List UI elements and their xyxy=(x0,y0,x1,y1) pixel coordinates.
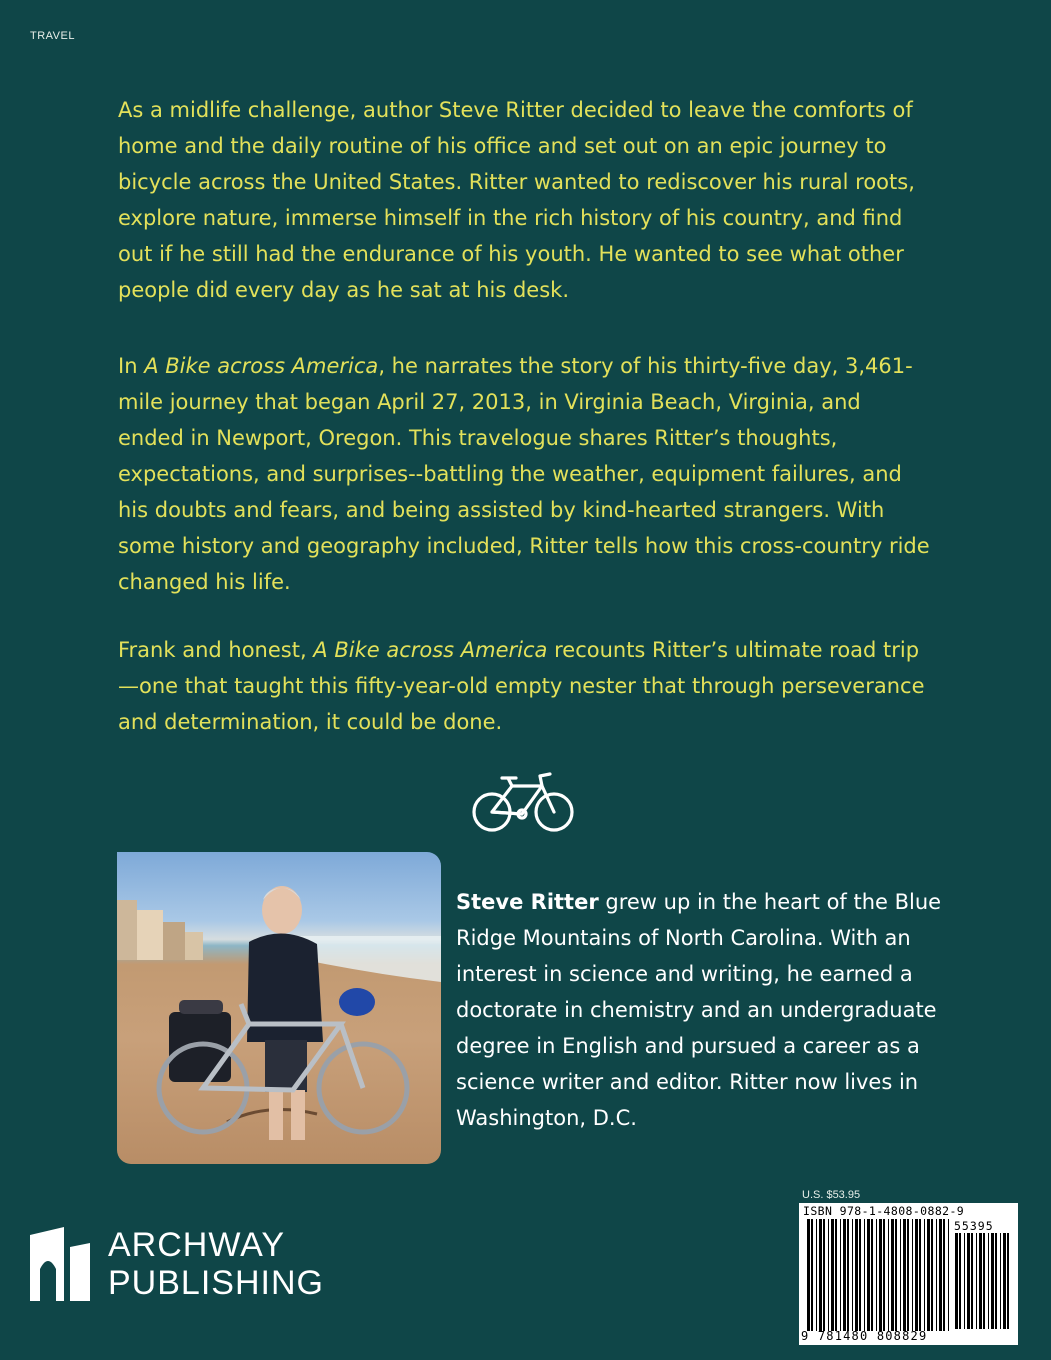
barcode-bar xyxy=(967,1233,970,1329)
barcode-bar xyxy=(912,1219,913,1331)
barcode-bar xyxy=(1003,1233,1006,1329)
barcode-bar xyxy=(988,1233,989,1329)
barcode-bar xyxy=(852,1219,853,1331)
barcode-bar xyxy=(955,1233,958,1329)
author-photo-illustration xyxy=(117,852,441,1164)
archway-logo-icon xyxy=(30,1227,90,1301)
author-photo xyxy=(117,852,441,1164)
barcode-bar xyxy=(888,1219,889,1331)
barcode-bar xyxy=(907,1219,909,1331)
barcode-bar xyxy=(959,1233,961,1329)
publisher-logo xyxy=(30,1224,350,1304)
barcode-bar xyxy=(864,1219,865,1331)
barcode-bar xyxy=(903,1219,906,1331)
author-bio-text: grew up in the heart of the Blue Ridge Mountains of North Carolina. With an interest in science and writing, he earned a doctorate in chemistry and an undergraduate degree in English and pursued a career as a science writer and editor. Ritter now lives in Washington, D.C. xyxy=(456,890,942,1130)
barcode-bar xyxy=(931,1219,933,1331)
barcode-bar xyxy=(948,1219,949,1331)
barcode-bar xyxy=(883,1219,885,1331)
barcode-bar xyxy=(879,1219,882,1331)
barcode-bar xyxy=(976,1233,977,1329)
book-title: A Bike across America xyxy=(144,354,379,378)
barcode-bar xyxy=(995,1233,997,1329)
barcode-bar xyxy=(847,1219,849,1331)
ean-barcode-bars xyxy=(807,1219,952,1331)
barcode-bar xyxy=(991,1233,994,1329)
barcode-bar xyxy=(867,1219,870,1331)
barcode-bar xyxy=(855,1219,858,1331)
barcode-bar xyxy=(919,1219,921,1331)
publisher-name-line2: PUBLISHING xyxy=(108,1264,324,1302)
barcode-bar xyxy=(816,1219,817,1331)
blurb-paragraph-2 xyxy=(118,348,933,600)
publisher-name-line1: ARCHWAY xyxy=(108,1226,285,1264)
barcode-bar xyxy=(964,1233,965,1329)
addon-digits: 55395 xyxy=(954,1219,994,1233)
barcode-bar xyxy=(943,1219,945,1331)
barcode-bar xyxy=(840,1219,841,1331)
barcode-bar xyxy=(876,1219,877,1331)
barcode-bar xyxy=(1000,1233,1001,1329)
barcode-bar xyxy=(828,1219,829,1331)
isbn-text: ISBN 978-1-4808-0882-9 xyxy=(803,1204,965,1218)
book-title: A Bike across America xyxy=(313,638,548,662)
ean-digits: 9 781480 808829 xyxy=(801,1329,928,1343)
blurb-p2-rest: , he narrates the story of his thirty-five day, 3,461-mile journey that began April 27, 2013, in Virginia Beach, Virginia, and ended in Newport, Oregon. This travelogue shares Ritter’s thoughts, expectations, and surprises--battling the weather, equipment failures, and his doubts and fears, and being assisted by kind-hearted strangers. With some history and geography included, Ritter tells how this cross-country ride changed his life. xyxy=(118,354,930,594)
barcode-bar xyxy=(1007,1233,1009,1329)
addon-barcode-bars xyxy=(955,1233,1013,1329)
barcode-bar xyxy=(924,1219,925,1331)
blurb-p3-rest: recounts Ritter’s ultimate road trip—one that taught this fifty-year-old empty nester that through perseverance and determination, it could be done. xyxy=(118,638,925,734)
barcode-bar xyxy=(859,1219,861,1331)
barcode-bar xyxy=(811,1219,813,1331)
isbn-barcode xyxy=(799,1203,1018,1345)
barcode-bar xyxy=(939,1219,942,1331)
barcode-bar xyxy=(807,1219,810,1331)
barcode-bar xyxy=(927,1219,930,1331)
barcode-bar xyxy=(843,1219,846,1331)
barcode-bar xyxy=(983,1233,985,1329)
barcode-bar xyxy=(915,1219,918,1331)
barcode-bar xyxy=(871,1219,873,1331)
category-label: TRAVEL xyxy=(30,30,75,42)
barcode-bar xyxy=(971,1233,973,1329)
barcode-bar xyxy=(819,1219,822,1331)
barcode-bar xyxy=(979,1233,982,1329)
blurb-paragraph-3 xyxy=(118,632,933,740)
barcode-bar xyxy=(891,1219,894,1331)
author-bio xyxy=(456,884,946,1136)
barcode-bar xyxy=(900,1219,901,1331)
barcode-bar xyxy=(831,1219,834,1331)
barcode-bar xyxy=(895,1219,897,1331)
barcode-bar xyxy=(835,1219,837,1331)
author-name: Steve Ritter xyxy=(456,890,599,914)
barcode-bar xyxy=(936,1219,937,1331)
blurb-p3-lead: Frank and honest, xyxy=(118,638,314,662)
barcode-bar xyxy=(823,1219,825,1331)
bicycle-icon xyxy=(470,770,576,834)
price-label: U.S. $53.95 xyxy=(802,1189,861,1201)
blurb-p2-lead: In xyxy=(118,354,145,378)
blurb-paragraph-1: As a midlife challenge, author Steve Ritter decided to leave the comforts of home and the daily routine of his office and set out on an epic journey to bicycle across the United States. Ritter wanted to rediscover his rural roots, explore nature, immerse himself in the rich history of his country, and find out if he still had the endurance of his youth. He wanted to see what other people did every day as he sat at his desk. xyxy=(118,98,915,302)
